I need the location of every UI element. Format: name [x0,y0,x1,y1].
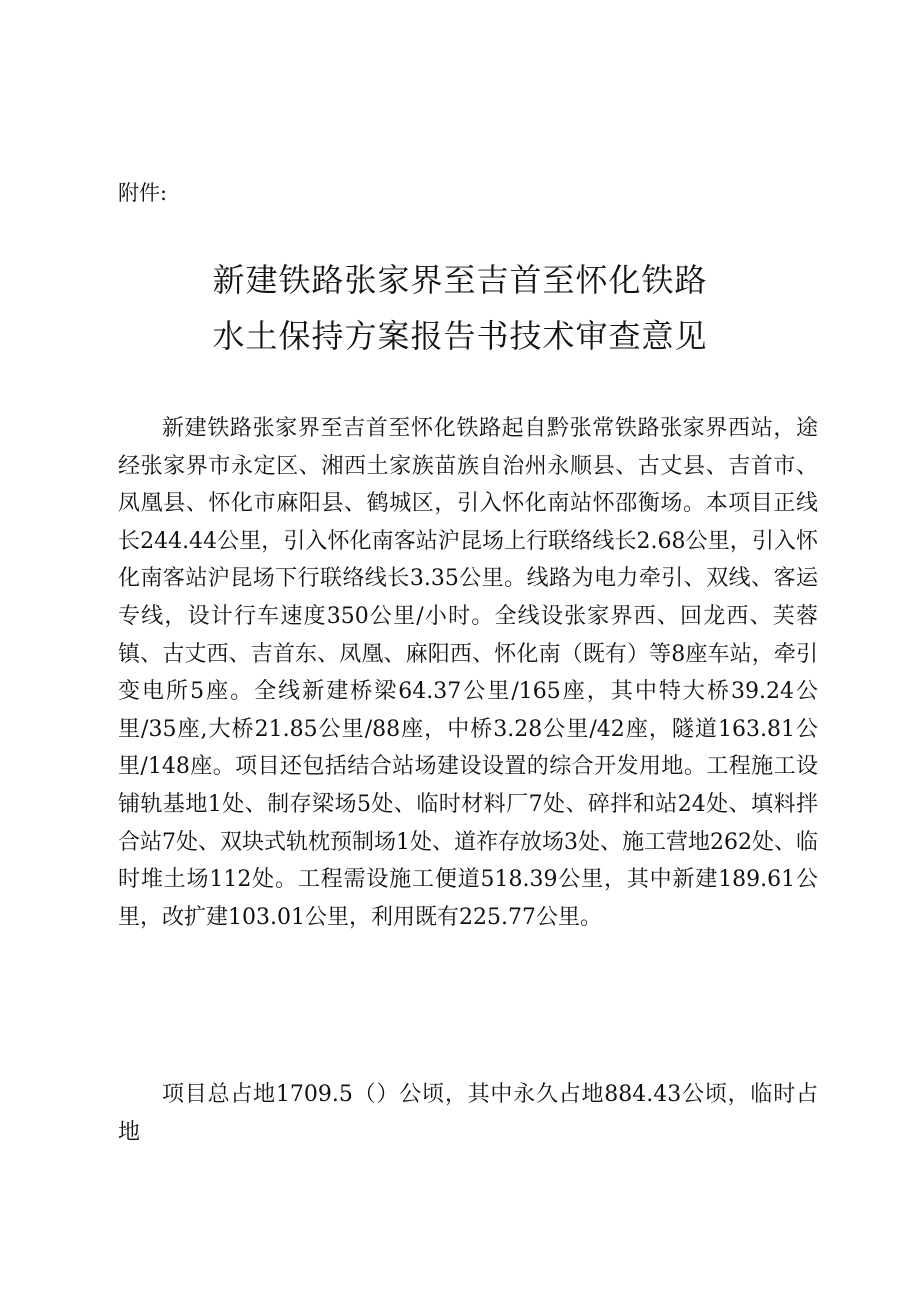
body-paragraph-2: 项目总占地1709.5（）公顷，其中永久占地884.43公顷，临时占地 [118,1082,818,1145]
document-title-line-1: 新建铁路张家界至吉首至怀化铁路 [212,261,708,299]
document-title-line-2: 水土保持方案报告书技术审查意见 [212,317,708,355]
body-paragraph-1: 新建铁路张家界至吉首至怀化铁路起自黔张常铁路张家界西站，途经张家界市永定区、湘西土家族苗族自治州永顺县、古丈县、吉首市、凤凰县、怀化市麻阳县、鹤城区，引入怀化南站怀邵衡场。本项目正线长244.44公里，引入怀化南客站沪昆场上行联络线长2.68公里，引入怀化南客站沪昆场下行联络线长3.35公里。线路为电力牵引、双线、客运专线，设计行车速度350公里/小时。全线设张家界西、回龙西、芙蓉镇、古丈西、吉首东、凤凰、麻阳西、怀化南（既有）等8座车站，牵引变电所5座。全线新建桥梁64.37公里/165座，其中特大桥39.24公里/35座,大桥21.85公里/88座，中桥3.28公里/42座，隧道163.81公里/148座。项目还包括结合站场建设设置的综合开发用地。工程施工设铺轨基地1处、制存梁场5处、临时材料厂7处、碎拌和站24处、填料拌合站7处、双块式轨枕预制场1处、道祚存放场3处、施工营地262处、临时堆土场112处。工程需设施工便道518.39公里，其中新建189.61公里，改扩建103.01公里，利用既有225.77公里。 [118,416,818,930]
attachment-label: 附件: [118,181,168,205]
